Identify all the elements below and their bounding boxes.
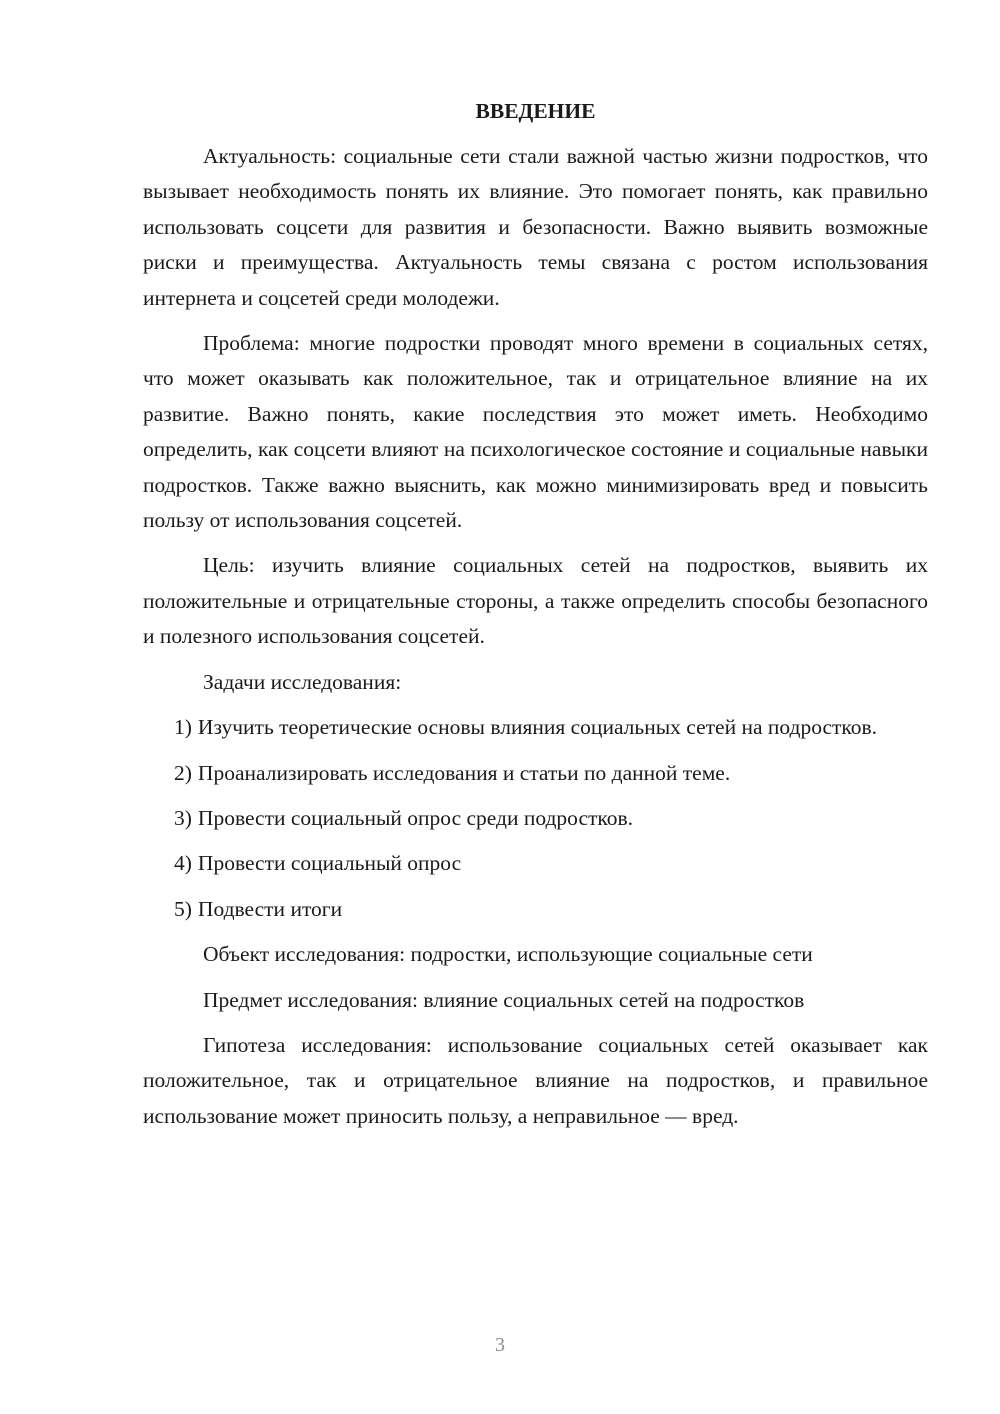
relevance-paragraph: Актуальность: социальные сети стали важной частью жизни подростков, что вызывает необходимость понять их влияние. Это помогает понять, как правильно использовать соцсети для развития и безопасности. Важно выявить возможные риски и преимущества. Актуальность темы связана с ростом использования интернета и соцсетей среди молодежи. — [143, 144, 928, 310]
document-body — [143, 96, 928, 1144]
task-number: 2) — [174, 760, 192, 785]
task-item — [143, 801, 928, 836]
task-text: Провести социальный опрос среди подростков. — [197, 805, 634, 830]
section-heading: ВВЕДЕНИЕ — [475, 99, 596, 123]
task-text: Проанализировать исследования и статьи по данной теме. — [197, 760, 731, 785]
task-item — [143, 846, 928, 881]
hypothesis-paragraph: Гипотеза исследования: использование социальных сетей оказывает как положительное, так и отрицательное влияние на подростков, и правильное использование может приносить пользу, а неправильное — вред. — [143, 1032, 928, 1128]
task-number: 5) — [174, 896, 192, 921]
object-paragraph: Объект исследования: подростки, использующие социальные сети — [203, 942, 813, 967]
goal-paragraph: Цель: изучить влияние социальных сетей на подростков, выявить их положительные и отрицательные стороны, а также определить способы безопасного и полезного использования соцсетей. — [143, 553, 928, 649]
task-text: Провести социальный опрос — [197, 851, 462, 876]
task-number: 1) — [174, 715, 192, 740]
task-text: Изучить теоретические основы влияния социальных сетей на подростков. — [197, 715, 878, 740]
tasks-list — [143, 710, 928, 927]
problem-paragraph: Проблема: многие подростки проводят много времени в социальных сетях, что может оказывать как положительное, так и отрицательное влияние на их развитие. Важно понять, какие последствия это может иметь. Необходимо определить, как соцсети влияют на психологическое состояние и социальные навыки подростков. Также важно выяснить, как можно минимизировать вред и повысить пользу от использования соцсетей. — [143, 331, 928, 533]
task-item — [143, 892, 928, 927]
task-item — [143, 756, 928, 791]
task-text: Подвести итоги — [197, 896, 343, 921]
subject-paragraph: Предмет исследования: влияние социальных сетей на подростков — [203, 987, 805, 1012]
task-number: 3) — [174, 805, 192, 830]
task-item — [143, 710, 928, 745]
page-number: 3 — [495, 1334, 505, 1356]
task-number: 4) — [174, 851, 192, 876]
tasks-label: Задачи исследования: — [203, 669, 402, 694]
